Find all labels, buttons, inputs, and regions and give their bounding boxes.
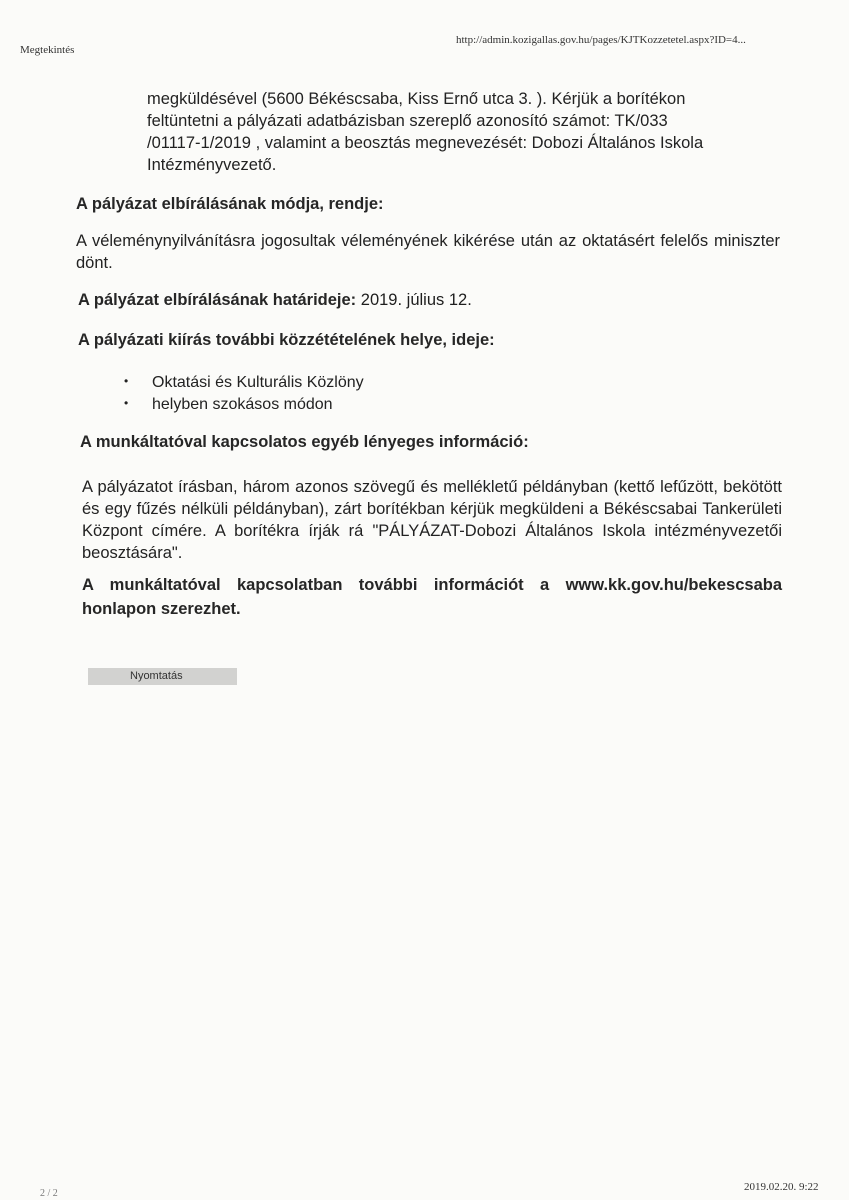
employer-info-text: A pályázatot írásban, három azonos szövegű és mellékletű példányban (kettő lefűzött, bekötött és egy fűzés nélküli példányban), zárt borítékban kérjük megküldeni a Békéscsabai Tankerületi Központ címére. A borítékra írják rá "PÁLYÁZAT-Dobozi Általános Iskola intézményvezetői beosztására". <box>82 478 782 562</box>
bullet-icon: • <box>124 396 129 410</box>
evaluation-method-text: A véleménynyilvánításra jogosultak véleményének kikérése után az oktatásért felelős miniszter dönt. <box>76 232 780 272</box>
further-info-text: A munkáltatóval kapcsolatban további információt a www.kk.gov.hu/bekescsaba honlapon szerezhet. <box>82 576 782 618</box>
header-title: Megtekintés <box>20 44 75 56</box>
page-number: 2 / 2 <box>40 1188 58 1199</box>
section-heading-employer-info: A munkáltatóval kapcsolatos egyéb lényeges információ: <box>80 433 529 451</box>
intro-line: Intézményvezető. <box>147 156 277 174</box>
section-heading-publication: A pályázati kiírás további közzétételének helye, ideje: <box>78 331 495 349</box>
intro-line: /01117-1/2019 , valamint a beosztás megnevezését: Dobozi Általános Iskola <box>147 134 704 152</box>
section-heading-evaluation-method: A pályázat elbírálásának módja, rendje: <box>76 195 384 213</box>
evaluation-deadline-row <box>78 291 472 310</box>
list-item: • helyben szokásos módon <box>124 396 333 413</box>
evaluation-deadline-value: 2019. július 12. <box>360 291 472 309</box>
print-datetime: 2019.02.20. 9:22 <box>744 1181 819 1193</box>
print-button-label: Nyomtatás <box>130 670 183 682</box>
header-url: http://admin.kozigallas.gov.hu/pages/KJTKozzetetel.aspx?ID=4... <box>456 34 746 46</box>
intro-line: megküldésével (5600 Békéscsaba, Kiss Ernő utca 3. ). Kérjük a borítékon <box>147 90 686 108</box>
bullet-icon: • <box>124 374 129 388</box>
intro-line: feltüntetni a pályázati adatbázisban szereplő azonosító számot: TK/033 <box>147 112 668 130</box>
section-heading-evaluation-deadline: A pályázat elbírálásának határideje: <box>78 291 357 309</box>
print-button[interactable] <box>88 668 237 685</box>
list-item: • Oktatási és Kulturális Közlöny <box>124 374 364 391</box>
